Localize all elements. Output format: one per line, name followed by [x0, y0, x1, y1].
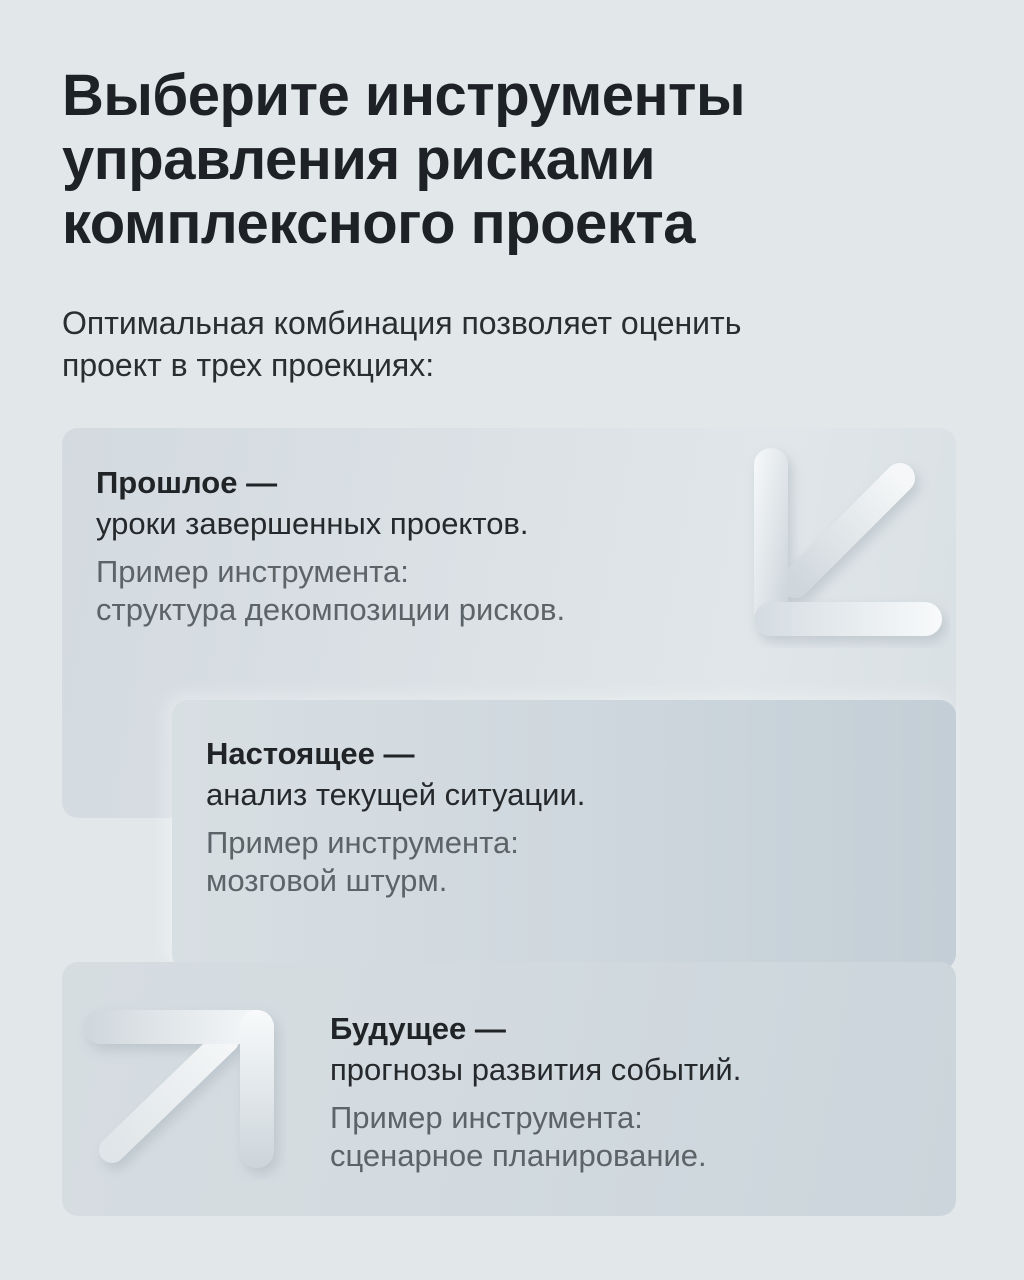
- past-heading: Прошлое —: [96, 465, 278, 500]
- arrow-up-right-icon: [76, 1000, 286, 1180]
- past-description: уроки завершенных проектов.: [96, 506, 529, 541]
- past-example: [96, 553, 565, 629]
- title-line: управления рисками: [62, 127, 656, 192]
- present-example: [206, 824, 585, 900]
- present-example-label: Пример инструмента:: [206, 825, 519, 860]
- subtitle-line: проект в трех проекциях:: [62, 347, 435, 383]
- future-card-text: [330, 1010, 741, 1175]
- future-heading: Будущее —: [330, 1011, 506, 1046]
- past-example-value: структура декомпозиции рисков.: [96, 592, 566, 627]
- future-example-label: Пример инструмента:: [330, 1100, 643, 1135]
- title-line: Выберите инструменты: [62, 63, 745, 128]
- subtitle-line: Оптимальная комбинация позволяет оценить: [62, 305, 742, 341]
- future-example: [330, 1099, 741, 1175]
- subtitle: [62, 302, 962, 386]
- present-heading: Настоящее —: [206, 736, 415, 771]
- present-card-text: [206, 735, 585, 900]
- present-description: анализ текущей ситуации.: [206, 777, 586, 812]
- title-line: комплексного проекта: [62, 191, 695, 256]
- arrow-down-left-icon: [740, 438, 950, 648]
- page-title: [62, 64, 962, 256]
- future-description: прогнозы развития событий.: [330, 1052, 742, 1087]
- future-example-value: сценарное планирование.: [330, 1138, 707, 1173]
- past-card-text: [96, 464, 565, 629]
- past-example-label: Пример инструмента:: [96, 554, 409, 589]
- present-example-value: мозговой штурм.: [206, 863, 448, 898]
